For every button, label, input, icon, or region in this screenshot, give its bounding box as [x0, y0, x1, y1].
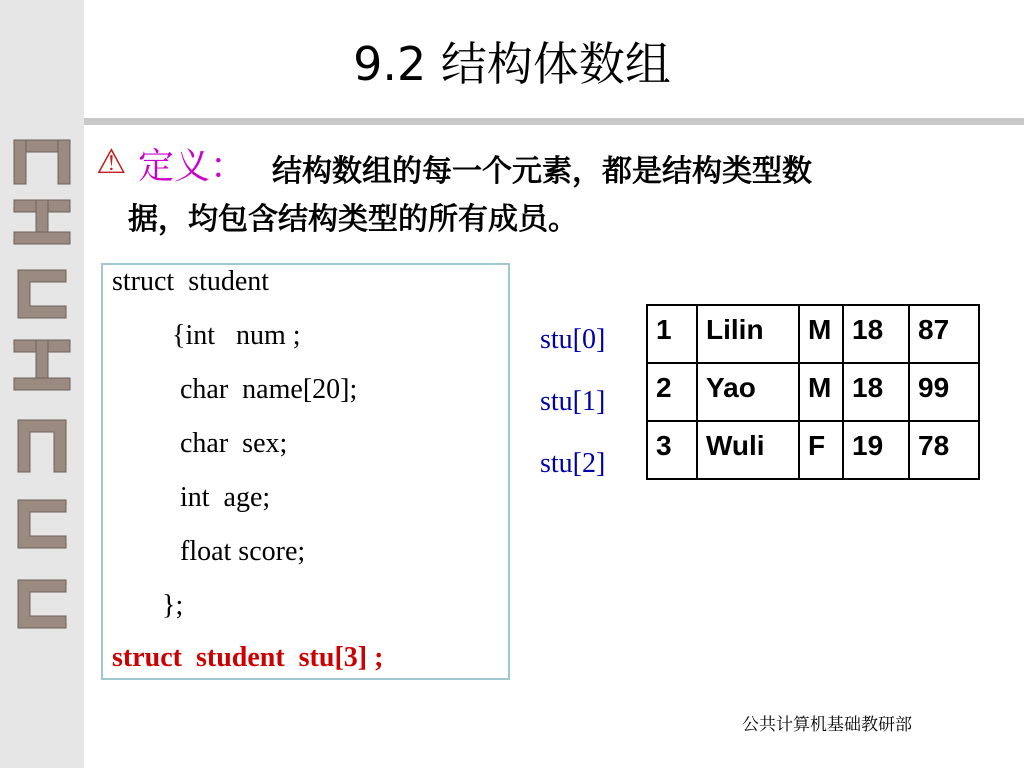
table-row [647, 363, 979, 421]
vertical-logo-icon [0, 130, 84, 650]
table-cell: 2 [647, 363, 697, 421]
table-cell: 18 [843, 363, 909, 421]
code-line: {int num ; [172, 320, 301, 351]
code-line: char sex; [180, 428, 288, 459]
footer-text: 公共计算机基础教研部 [742, 715, 912, 735]
table-cell: 18 [843, 305, 909, 363]
table-cell: 3 [647, 421, 697, 479]
table-cell: 19 [843, 421, 909, 479]
definition-label [138, 138, 246, 189]
code-line: }; [162, 590, 184, 621]
title-divider [84, 118, 1024, 125]
table-cell: 99 [909, 363, 979, 421]
table-cell: 87 [909, 305, 979, 363]
code-declaration: struct student stu[3] ; [112, 642, 384, 673]
definition-label-text: 定义 [138, 146, 211, 187]
table-cell: M [799, 363, 843, 421]
table-cell: 78 [909, 421, 979, 479]
stu-label: stu[0] [540, 324, 606, 355]
table-cell: M [799, 305, 843, 363]
table-cell: Wuli [697, 421, 799, 479]
code-line: struct student [112, 266, 270, 297]
table-cell: Lilin [697, 305, 799, 363]
definition-text-line2: 据，均包含结构类型的所有成员。 [128, 202, 578, 237]
code-line: char name[20]; [180, 374, 358, 405]
table-cell: Yao [697, 363, 799, 421]
table-row [647, 305, 979, 363]
table-cell: F [799, 421, 843, 479]
bullet-icon: ⚠ [96, 142, 127, 182]
table-row [647, 421, 979, 479]
code-line: int age; [180, 482, 271, 513]
table-cell: 1 [647, 305, 697, 363]
student-table [646, 304, 980, 480]
definition-colon: ： [210, 146, 247, 187]
stu-label: stu[2] [540, 448, 606, 479]
stu-label: stu[1] [540, 386, 606, 417]
code-line: float score; [180, 536, 306, 567]
definition-text-line1: 结构数组的每一个元素，都是结构类型数 [272, 154, 812, 189]
page-title: 9.2 结构体数组 [353, 37, 671, 91]
